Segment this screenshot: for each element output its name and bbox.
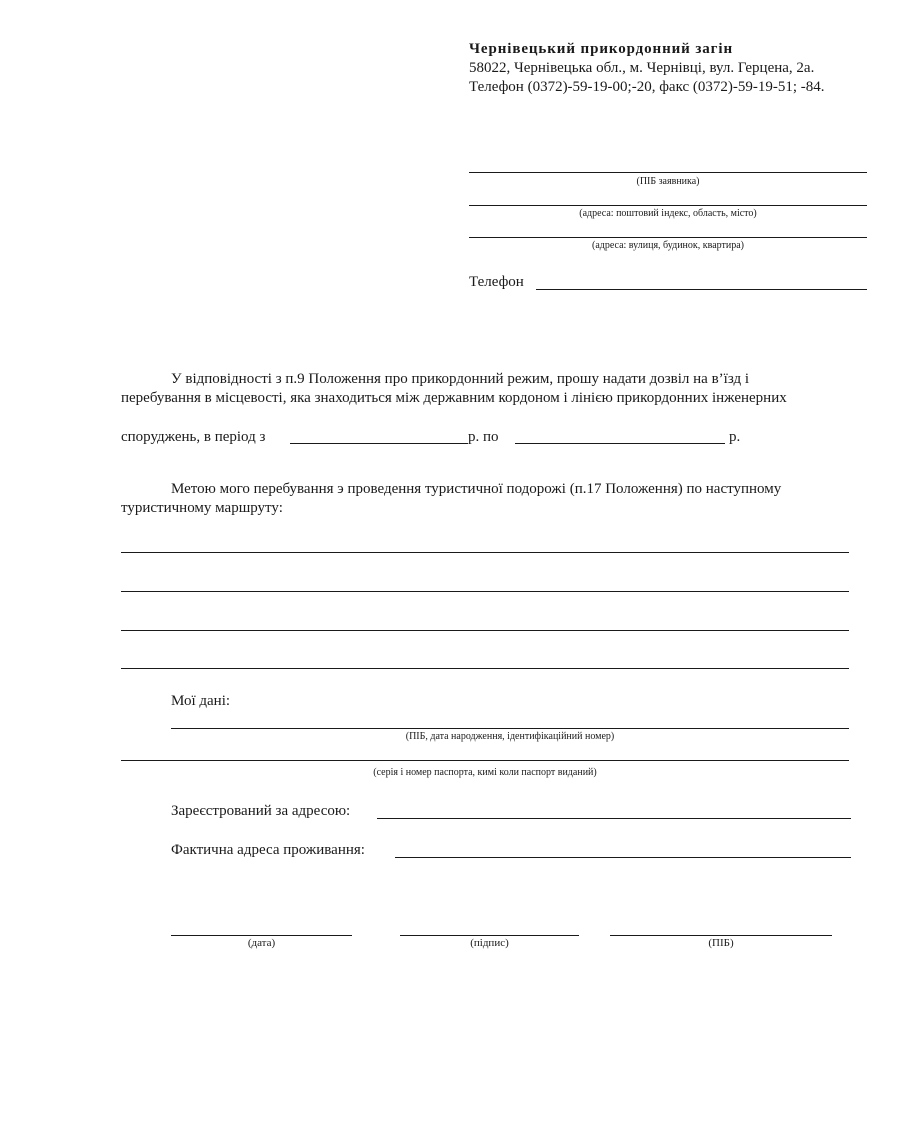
applicant-name-line[interactable]: [469, 172, 867, 173]
applicant-address2-caption: (адреса: вулиця, будинок, квартира): [591, 240, 745, 251]
applicant-address2-line[interactable]: [469, 237, 867, 238]
name-caption: (ПІБ): [708, 937, 734, 949]
org-phone: Телефон (0372)-59-19-00;-20, факс (0372)-59-19-51; -84.: [469, 79, 825, 95]
org-address: 58022, Чернівецька обл., м. Чернівці, вул. Герцена, 2а.: [469, 60, 815, 76]
applicant-address1-caption: (адреса: поштовий індекс, область, місто): [579, 208, 757, 219]
phone-line[interactable]: [536, 289, 867, 290]
paragraph-2-line-2: туристичному маршруту:: [121, 500, 283, 516]
personal-data-caption-1: (ПІБ, дата народження, ідентифікаційний номер): [405, 731, 615, 742]
period-to-line[interactable]: [515, 443, 725, 444]
route-line-4[interactable]: [121, 668, 849, 669]
personal-data-label: Мої дані:: [171, 693, 231, 709]
paragraph-2-line-1: Метою мого перебування э проведення туристичної подорожі (п.17 Положення) по наступному: [171, 481, 782, 497]
personal-data-caption-2: (серія і номер паспорта, кимі коли паспорт виданий): [373, 767, 597, 778]
period-suffix: р.: [729, 429, 741, 445]
org-title: Чернівецький прикордонний загін: [469, 41, 734, 57]
period-prefix: споруджень, в період з: [121, 429, 266, 445]
personal-data-line-2[interactable]: [121, 760, 849, 761]
signature-line[interactable]: [400, 935, 579, 936]
name-line[interactable]: [610, 935, 832, 936]
signature-caption: (підпис): [470, 937, 509, 949]
paragraph-1-line-1: У відповідності з п.9 Положення про прикордонний режим, прошу надати дозвіл на в’їзд і: [171, 371, 750, 387]
date-caption: (дата): [247, 937, 276, 949]
actual-address-line[interactable]: [395, 857, 851, 858]
date-line[interactable]: [171, 935, 352, 936]
phone-label: Телефон: [469, 274, 524, 290]
actual-address-label: Фактична адреса проживання:: [171, 842, 365, 858]
personal-data-line-1[interactable]: [171, 728, 849, 729]
route-line-2[interactable]: [121, 591, 849, 592]
period-from-line[interactable]: [290, 443, 468, 444]
paragraph-1-line-2: перебування в місцевості, яка знаходиться між державним кордоном і лінією прикордонних інженерних: [121, 390, 787, 406]
applicant-name-caption: (ПІБ заявника): [636, 176, 700, 187]
route-line-3[interactable]: [121, 630, 849, 631]
route-line-1[interactable]: [121, 552, 849, 553]
applicant-address1-line[interactable]: [469, 205, 867, 206]
registered-address-label: Зареєстрований за адресою:: [171, 803, 351, 819]
period-mid: р. по: [468, 429, 499, 445]
registered-address-line[interactable]: [377, 818, 851, 819]
